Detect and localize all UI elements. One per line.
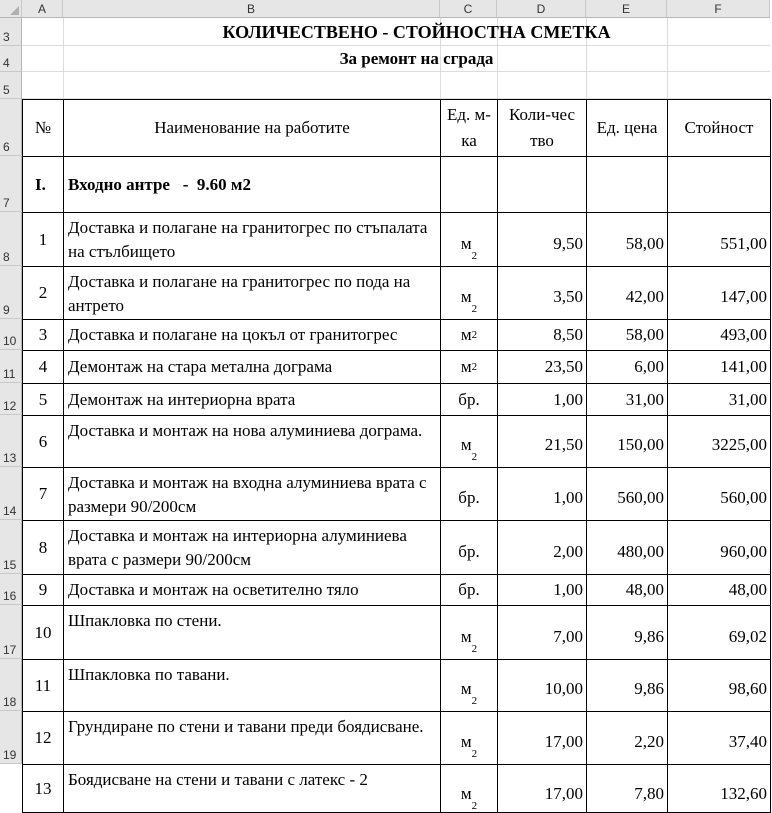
total-value: 69,02 [667, 605, 771, 660]
empty-cell [440, 156, 498, 213]
unit-text: м [460, 325, 472, 344]
work-description: Доставка и полагане на гранитогрес по пода на антрето [63, 266, 441, 320]
unit-of-measure: м 2 [440, 605, 498, 660]
unit-price-value: 2,20 [586, 711, 668, 765]
work-description: Боядисване на стени и тавани с латекс - 2 [63, 764, 441, 813]
total-value: 98,60 [667, 659, 771, 712]
unit-of-measure: м 2 [440, 764, 498, 813]
unit-of-measure: м 2 [440, 415, 498, 468]
row-header-5[interactable]: 5 [0, 72, 22, 99]
header-value: Стойност [667, 99, 771, 157]
row-header-11[interactable]: 11 [0, 350, 22, 383]
section-title: Входно антре - 9.60 м2 [63, 156, 441, 213]
row-number: 13 [22, 764, 64, 813]
work-description: Доставка и полагане на цокъл от гранитогрес [63, 319, 441, 351]
row-number: 10 [22, 605, 64, 660]
row-header-15[interactable]: 15 [0, 520, 22, 574]
unit-price-value: 150,00 [586, 415, 668, 468]
unit-price-value: 6,00 [586, 350, 668, 384]
unit-text: м [460, 435, 472, 454]
row-number: 4 [22, 350, 64, 384]
section-number: I. [22, 156, 64, 213]
quantity-value: 1,00 [497, 574, 587, 606]
work-description: Доставка и полагане на гранитогрес по стъпалата на стълбището [63, 212, 441, 267]
quantity-value: 7,00 [497, 605, 587, 660]
empty-cell [667, 156, 771, 213]
unit-of-measure [440, 574, 498, 606]
page-subtitle: За ремонт на сграда [339, 49, 494, 68]
unit-text: бр. [458, 580, 480, 599]
unit-price-value: 9,86 [586, 659, 668, 712]
work-description: Грундиране по стени и тавани преди боядисване. [63, 711, 441, 765]
unit-text: м [460, 679, 472, 698]
work-description: Доставка и монтаж на интериорна алуминиева врата с размери 90/200см [63, 520, 441, 575]
unit-price-value: 9,86 [586, 605, 668, 660]
quantity-value: 9,50 [497, 212, 587, 267]
column-header-a[interactable]: A [22, 0, 63, 18]
quantity-value: 23,50 [497, 350, 587, 384]
unit-price-value: 48,00 [586, 574, 668, 606]
row-header-16[interactable]: 16 [0, 574, 22, 605]
row-header-17[interactable]: 17 [0, 605, 22, 659]
quantity-value: 21,50 [497, 415, 587, 468]
quantity-value: 3,50 [497, 266, 587, 320]
row-number: 7 [22, 467, 64, 521]
unit-text: м [460, 784, 472, 803]
header-unit: Ед. м-ка [440, 99, 498, 157]
quantity-value: 17,00 [497, 764, 587, 813]
work-description: Доставка и монтаж на входна алуминиева врата с размери 90/200см [63, 467, 441, 521]
column-header-c[interactable]: C [440, 0, 497, 18]
header-number: № [22, 99, 64, 157]
quantity-value: 10,00 [497, 659, 587, 712]
column-header-e[interactable]: E [586, 0, 667, 18]
header-name: Наименование на работите [63, 99, 441, 157]
unit-of-measure: м 2 [440, 711, 498, 765]
unit-price-value: 58,00 [586, 212, 668, 267]
unit-text: м [460, 357, 472, 376]
unit-price-value: 31,00 [586, 383, 668, 416]
column-header-d[interactable]: D [497, 0, 586, 18]
unit-of-measure: м 2 [440, 319, 498, 351]
row-header-12[interactable]: 12 [0, 383, 22, 415]
total-value: 551,00 [667, 212, 771, 267]
unit-text: м [460, 287, 472, 306]
row-number: 1 [22, 212, 64, 267]
row-number: 9 [22, 574, 64, 606]
quantity-value: 2,00 [497, 520, 587, 575]
row-header-3[interactable]: 3 [0, 18, 22, 46]
row-number: 8 [22, 520, 64, 575]
total-value: 493,00 [667, 319, 771, 351]
unit-of-measure [440, 467, 498, 521]
total-value: 37,40 [667, 711, 771, 765]
work-description: Доставка и монтаж на осветително тяло [63, 574, 441, 606]
unit-of-measure: м 2 [440, 350, 498, 384]
row-number: 6 [22, 415, 64, 468]
unit-text: бр. [458, 389, 480, 409]
work-description: Шпакловка по тавани. [63, 659, 441, 712]
row-header-14[interactable]: 14 [0, 467, 22, 520]
unit-text: м [460, 732, 472, 751]
quantity-value: 8,50 [497, 319, 587, 351]
select-all-button[interactable] [0, 0, 22, 18]
unit-price-value: 58,00 [586, 319, 668, 351]
unit-price-value: 560,00 [586, 467, 668, 521]
unit-of-measure: м 2 [440, 212, 498, 267]
quantity-value: 17,00 [497, 711, 587, 765]
row-header-10[interactable]: 10 [0, 319, 22, 350]
unit-text: м [460, 234, 472, 253]
total-value: 132,60 [667, 764, 771, 813]
row-header-8[interactable]: 8 [0, 212, 22, 266]
total-value: 48,00 [667, 574, 771, 606]
unit-of-measure [440, 520, 498, 575]
header-unit-price: Ед. цена [586, 99, 668, 157]
page-title: КОЛИЧЕСТВЕНО - СТОЙНОСТНА СМЕТКА [222, 22, 611, 42]
quantity-value: 1,00 [497, 383, 587, 416]
row-header-9[interactable]: 9 [0, 266, 22, 319]
empty-cell [586, 156, 668, 213]
unit-of-measure: м 2 [440, 266, 498, 320]
row-number: 5 [22, 383, 64, 416]
column-header-b[interactable]: B [63, 0, 440, 18]
row-header-13[interactable]: 13 [0, 415, 22, 467]
empty-cell [497, 156, 587, 213]
row-header-18[interactable]: 18 [0, 659, 22, 711]
row-number: 12 [22, 711, 64, 765]
total-value: 147,00 [667, 266, 771, 320]
work-description: Демонтаж на стара метална дограма [63, 350, 441, 384]
total-value: 31,00 [667, 383, 771, 416]
quantity-value: 1,00 [497, 467, 587, 521]
work-description: Доставка и монтаж на нова алуминиева дограма. [63, 415, 441, 468]
unit-text: м [460, 627, 472, 646]
unit-price-value: 480,00 [586, 520, 668, 575]
unit-price-value: 7,80 [586, 764, 668, 813]
total-value: 3225,00 [667, 415, 771, 468]
row-number: 2 [22, 266, 64, 320]
row-header-4[interactable]: 4 [0, 46, 22, 72]
row-number: 3 [22, 319, 64, 351]
total-value: 960,00 [667, 520, 771, 575]
total-value: 141,00 [667, 350, 771, 384]
work-description: Демонтаж на интериорна врата [63, 383, 441, 416]
total-value: 560,00 [667, 467, 771, 521]
work-description: Шпакловка по стени. [63, 605, 441, 660]
header-quantity: Коли-чество [497, 99, 587, 157]
row-number: 11 [22, 659, 64, 712]
unit-of-measure [440, 383, 498, 416]
unit-text: бр. [458, 542, 480, 561]
row-header-7[interactable]: 7 [0, 156, 22, 212]
unit-price-value: 42,00 [586, 266, 668, 320]
column-header-f[interactable]: F [667, 0, 770, 18]
unit-of-measure: м 2 [440, 659, 498, 712]
unit-text: бр. [458, 488, 480, 507]
row-header-19[interactable]: 19 [0, 711, 22, 764]
row-header-6[interactable]: 6 [0, 99, 22, 156]
